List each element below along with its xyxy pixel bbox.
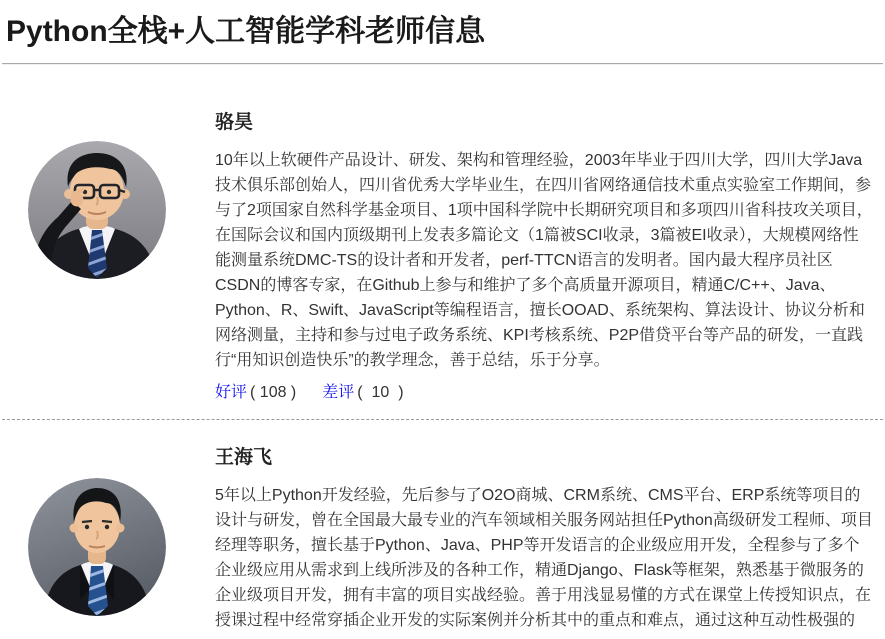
page-title: Python全栈+人工智能学科老师信息 (6, 15, 486, 48)
teacher-portrait-glasses-icon (28, 141, 166, 279)
page-header (0, 14, 885, 65)
upvote-link[interactable]: 好评 (215, 384, 248, 401)
teacher-description: 5年以上Python开发经验，先后参与了O2O商城、CRM系统、CMS平台、ERP系统等项目的设计与研发，曾在全国最大最专业的汽车领域相关服务网站担任Python高级研发工程师、项目经理等职务，擅长基于Python、Java、PHP等开发语言的企业级应用开发，全程参与了多个企业级应用从需求到上线所涉及的各种工作，精通Django、Flask等框架，熟悉基于微服务的企业级项目开发，拥有丰富的项目实战经验。善于用浅显易懂的方式在课堂上传授知识点，在授课过程中经常穿插企业开发的实际案例并分析其中的重点和难点，通过这种互动性极强的 (215, 487, 873, 629)
vote-row (215, 383, 873, 403)
teacher-info (215, 112, 873, 403)
teacher-description: 10年以上软硬件产品设计、研发、架构和管理经验，2003年毕业于四川大学，四川大学Java技术俱乐部创始人，四川省优秀大学毕业生，在四川省网络通信技术重点实验室工作期间，参与了2项国家自然科学基金项目、1项中国科学院中长期研究项目和多项四川省科技攻关项目，在国际会议和国内顶级期刊上发表多篇论文（1篇被SCI收录，3篇被EI收录），大规模网络性能测量系统DMC-TS的设计者和开发者，perf-TTCN语言的发明者。国内最大程序员社区CSDN的博客专家，在Github上参与和维护了多个高质量开源项目，精通C/C++、Java、Python、R、Swift、JavaScript等编程语言，擅长OOAD、系统架构、算法设计、协议分析和网络测量，主持和参与过电子政务系统、KPI考核系统、P2P借贷平台等产品的研发，一直践行“用知识创造快乐”的教学理念，善于总结，乐于分享。 (215, 152, 873, 369)
teacher-info (215, 447, 873, 633)
downvote-link[interactable]: 差评 (322, 384, 355, 401)
teacher-list (0, 65, 885, 633)
teacher-photo (28, 478, 166, 616)
teacher-name: 王海飞 (215, 447, 273, 468)
upvote-count: ( 108 ) (250, 384, 297, 401)
downvote-count: ( 10 ) (357, 384, 404, 401)
teacher-card (0, 420, 885, 633)
teacher-name: 骆昊 (215, 112, 254, 133)
teacher-photo (28, 141, 166, 279)
teacher-card (0, 65, 885, 419)
teacher-portrait-icon (28, 478, 166, 616)
